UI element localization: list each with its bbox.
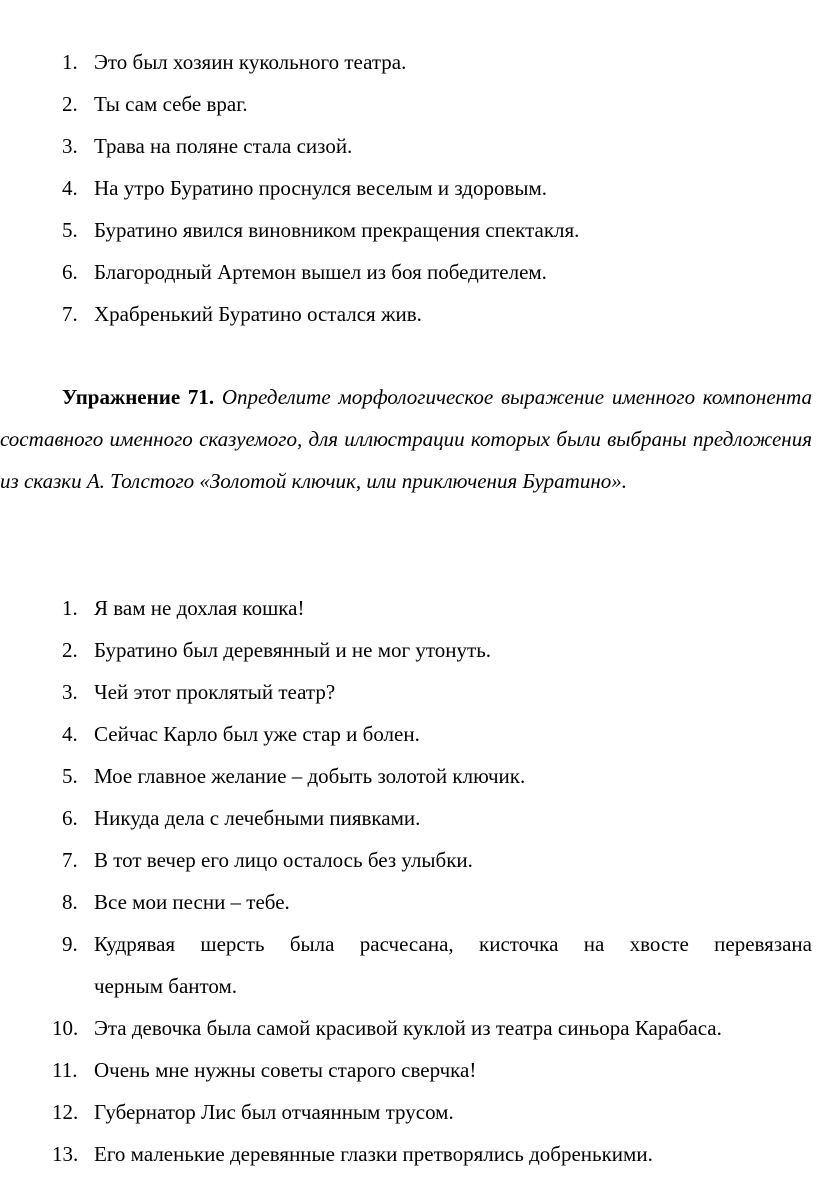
list-item-text: Сейчас Карло был уже стар и болен. xyxy=(94,722,420,746)
list-item-text: Буратино был деревянный и не мог утонуть. xyxy=(94,638,492,662)
list-item-text: Эта девочка была самой красивой куклой из театра синьора Карабаса. xyxy=(94,1016,722,1040)
list-item xyxy=(0,755,816,797)
list-item-text: Это был хозяин кукольного театра. xyxy=(94,50,407,74)
list-item-number: 11. xyxy=(52,1058,78,1082)
list-item xyxy=(0,209,816,251)
list-item xyxy=(0,713,816,755)
sentence-list-2 xyxy=(0,587,816,1175)
list-item xyxy=(0,83,816,125)
list-item-number: 6. xyxy=(62,806,78,830)
list-item-number: 2. xyxy=(62,92,78,116)
exercise-paragraph xyxy=(0,376,812,502)
list-item-number: 5. xyxy=(62,764,78,788)
list-item-text: Храбренький Буратино остался жив. xyxy=(94,302,422,326)
list-item-text: Мое главное желание – добыть золотой ключик. xyxy=(94,764,526,788)
list-item-text: Очень мне нужны советы старого сверчка! xyxy=(94,1058,477,1082)
list-item xyxy=(0,797,816,839)
list-item-number: 13. xyxy=(52,1142,79,1166)
list-item-number: 2. xyxy=(62,638,78,662)
list-item-text: Никуда дела с лечебными пиявками. xyxy=(94,806,421,830)
list-item-text: Ты сам себе враг. xyxy=(94,92,248,116)
list-item-text: На утро Буратино проснулся веселым и здоровым. xyxy=(94,176,548,200)
list-item-number: 9. xyxy=(62,932,78,956)
list-item xyxy=(0,251,816,293)
list-item xyxy=(0,41,816,83)
list-item-text: Чей этот проклятый театр? xyxy=(94,680,336,704)
list-item-text: Губернатор Лис был отчаянным трусом. xyxy=(94,1100,454,1124)
list-item-text: Его маленькие деревянные глазки претворялись добренькими. xyxy=(94,1142,653,1166)
list-item-number: 1. xyxy=(62,596,78,620)
list-item-number: 4. xyxy=(62,176,78,200)
list-item xyxy=(0,671,816,713)
list-item xyxy=(0,167,816,209)
list-item xyxy=(0,125,816,167)
list-item-number: 4. xyxy=(62,722,78,746)
list-item-number: 6. xyxy=(62,260,78,284)
list-item-text: Все мои песни – тебе. xyxy=(94,890,290,914)
list-item xyxy=(0,1133,816,1175)
list-item xyxy=(0,881,816,923)
list-item-number: 5. xyxy=(62,218,78,242)
list-item-text-line2: черным бантом. xyxy=(94,974,238,998)
list-item xyxy=(0,293,816,335)
list-item-number: 7. xyxy=(62,848,78,872)
list-item xyxy=(0,1049,816,1091)
list-item xyxy=(0,587,816,629)
list-item-number: 8. xyxy=(62,890,78,914)
list-item-text-line1: Кудрявая шерсть была расчесана, кисточка на хвосте перевязана xyxy=(94,932,812,956)
list-item xyxy=(0,1007,816,1049)
list-item-text: Трава на поляне стала сизой. xyxy=(94,134,353,158)
list-item-number: 12. xyxy=(52,1100,79,1124)
list-item-number: 3. xyxy=(62,680,78,704)
list-item-number: 3. xyxy=(62,134,78,158)
list-item xyxy=(0,923,816,1007)
list-item-text: Буратино явился виновником прекращения спектакля. xyxy=(94,218,580,242)
list-item-text: В тот вечер его лицо осталось без улыбки. xyxy=(94,848,473,872)
exercise-title: Упражнение 71. xyxy=(62,385,215,409)
list-item xyxy=(0,839,816,881)
list-item-text: Благородный Артемон вышел из боя победителем. xyxy=(94,260,547,284)
list-item xyxy=(0,629,816,671)
list-item-number: 7. xyxy=(62,302,78,326)
list-item-number: 1. xyxy=(62,50,78,74)
sentence-list-1 xyxy=(0,41,816,335)
exercise-task: Определите морфологическое выражение именного компонента составного именного сказуемого, для иллюстрации которых были выбраны предложения из сказки А. Толстого «Золотой ключик, или приключения Буратино». xyxy=(0,385,813,493)
list-item-number: 10. xyxy=(52,1016,79,1040)
list-item xyxy=(0,1091,816,1133)
list-item-text: Я вам не дохлая кошка! xyxy=(94,596,305,620)
